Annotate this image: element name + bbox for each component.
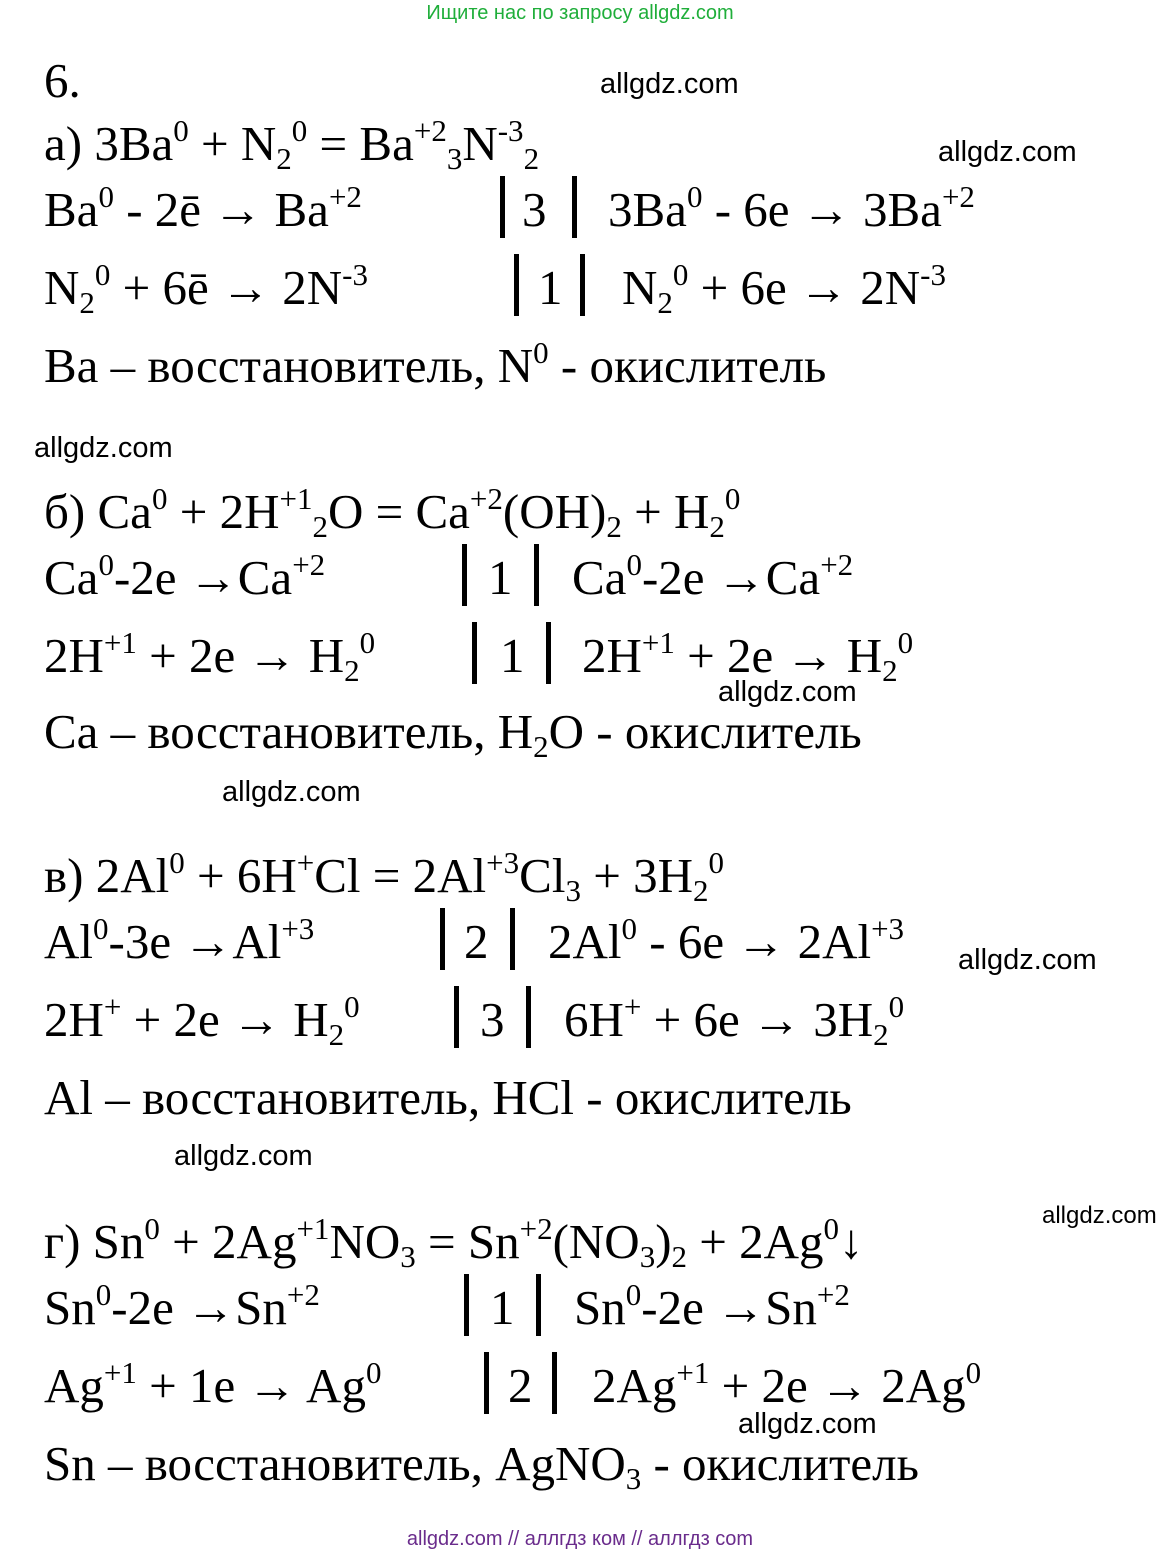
- half-reaction-b2: $2H^{+1} + 2e \to H_2^0$ 1 $2H^{+1} + 2e \to H_2^0$: [44, 628, 375, 684]
- coefficient: 1: [538, 260, 563, 315]
- top-banner[interactable]: Ищите нас по запросу allgdz.com: [426, 2, 734, 24]
- half-reaction-a1: Ba$^0$ - 2ē → $Ba^{+2}$ 3 $3Ba^0 - 6e \to 3Ba^{+2}$: [44, 182, 362, 238]
- equation-b: б) $Ca^0 + 2H^{+1}_2O = Ca^{+2}(OH)_2 + H_2^0$: [44, 481, 741, 544]
- coefficient: 2: [508, 1358, 533, 1413]
- watermark: allgdz.com: [1042, 1202, 1157, 1229]
- equation-d: г) $Sn^0 + 2Ag^{+1}NO_3 = Sn^{+2}(NO_3)_2$ + $2Ag^0↓$: [44, 1211, 864, 1274]
- watermark: allgdz.com: [718, 676, 857, 708]
- coefficient: 1: [500, 628, 525, 683]
- half-reaction-b1: $Ca^0-2e \to Ca^{+2}$ 1 $Ca^0-2e \to Ca^{+2}$: [44, 550, 325, 606]
- coefficient: 1: [488, 550, 513, 605]
- watermark: allgdz.com: [600, 68, 739, 100]
- conclusion-b: Ca – восстановитель, $H_2O$ - окислитель: [44, 704, 862, 764]
- equation-a: а) $3Ba^0 + N_2^0 = Ba^{+2}_3N^{-3}_2$: [44, 113, 540, 176]
- conclusion-d: Sn – восстановитель, AgNO$_3$ - окислитель: [44, 1436, 919, 1496]
- watermark: allgdz.com: [938, 136, 1077, 168]
- conclusion-c: Al – восстановитель, HCl - окислитель: [44, 1070, 852, 1125]
- watermark: allgdz.com: [34, 432, 173, 464]
- half-reaction-c1: $Al^0-3e \to Al^{+3}$ 2 $2Al^0 - 6e \to 2Al^{+3}$: [44, 914, 314, 970]
- half-reaction-a2: $N_2^0$ + 6ē → $2N^{-3}$ 1 $N_2^0 + 6e \to 2N^{-3}$: [44, 260, 368, 316]
- coefficient: 3: [522, 182, 547, 237]
- task-number: 6.: [44, 53, 81, 108]
- conclusion-a: Ba – восстановитель, $N^0$ - окислитель: [44, 335, 827, 393]
- equation-c: в) $2Al^0 + 6H^+Cl = 2Al^{+3}Cl_3 + 3H_2^0$: [44, 845, 724, 908]
- coefficient: 1: [490, 1280, 515, 1335]
- watermark: allgdz.com: [174, 1140, 313, 1172]
- half-reaction-c2: $2H^+ + 2e \to H_2^0$ 3 $6H^+ + 6e \to 3H_2^0$: [44, 992, 360, 1048]
- coefficient: 3: [480, 992, 505, 1047]
- footer-links[interactable]: allgdz.com // аллгдз ком // аллгдз com: [406, 1528, 754, 1550]
- watermark: allgdz.com: [958, 944, 1097, 976]
- half-reaction-d2: $Ag^{+1} + 1e \to Ag^0$ 2 $2Ag^{+1} + 2e \to 2Ag^0$: [44, 1358, 381, 1414]
- watermark: allgdz.com: [222, 776, 361, 808]
- half-reaction-d1: $Sn^0-2e \to Sn^{+2}$ 1 $Sn^0-2e \to Sn^{+2}$: [44, 1280, 320, 1336]
- coefficient: 2: [464, 914, 489, 969]
- watermark: allgdz.com: [738, 1408, 877, 1440]
